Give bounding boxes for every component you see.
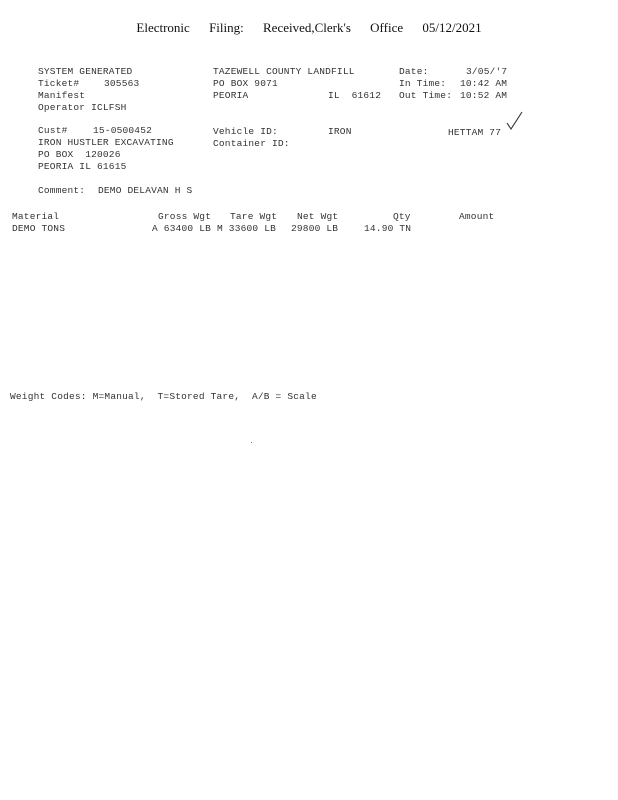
- customer-address: PO BOX 120026: [38, 149, 121, 160]
- cust-label: Cust#: [38, 125, 68, 136]
- col-header-gross: Gross Wgt: [158, 211, 212, 222]
- header-word-filing: Filing:: [209, 20, 244, 35]
- header-word-electronic: Electronic: [136, 20, 190, 35]
- col-header-tare: Tare Wgt: [230, 211, 278, 222]
- row-net: 29800 LB: [291, 223, 339, 234]
- col-header-material: Material: [12, 211, 60, 222]
- scan-speck: [251, 442, 252, 443]
- vehicle-label: Vehicle ID:: [213, 126, 278, 137]
- manifest-label: Manifest: [38, 90, 86, 101]
- header-word-received: Received,Clerk's: [263, 20, 351, 35]
- in-time-value: 10:42 AM: [460, 78, 508, 89]
- ticket-label: Ticket#: [38, 78, 80, 89]
- date-value: 3/05/'7: [466, 66, 508, 77]
- row-gross: A 63400 LB: [152, 223, 212, 234]
- weight-codes-legend: Weight Codes: M=Manual, T=Stored Tare, A/B = Scale: [10, 391, 317, 402]
- col-header-qty: Qty: [393, 211, 411, 222]
- row-tare: M 33600 LB: [217, 223, 277, 234]
- operator-label: Operator ICLFSH: [38, 102, 127, 113]
- in-time-label: In Time:: [399, 78, 447, 89]
- comment-value: DEMO DELAVAN H S: [98, 185, 193, 196]
- header-date: 05/12/2021: [422, 20, 482, 35]
- customer-city: PEORIA IL 61615: [38, 161, 127, 172]
- header-word-office: Office: [370, 20, 404, 35]
- landfill-state-zip: IL 61612: [328, 90, 382, 101]
- out-time-label: Out Time:: [399, 90, 453, 101]
- container-label: Container ID:: [213, 138, 290, 149]
- comment-label: Comment:: [38, 185, 86, 196]
- filing-header: [0, 20, 618, 36]
- checkmark-icon: [506, 110, 524, 132]
- out-time-value: 10:52 AM: [460, 90, 508, 101]
- date-label: Date:: [399, 66, 429, 77]
- row-qty: 14.90 TN: [364, 223, 412, 234]
- landfill-name: TAZEWELL COUNTY LANDFILL: [213, 66, 355, 77]
- row-material: DEMO TONS: [12, 223, 66, 234]
- ticket-number: 305563: [104, 78, 140, 89]
- col-header-net: Net Wgt: [297, 211, 339, 222]
- cust-number: 15-0500452: [93, 125, 153, 136]
- customer-name: IRON HUSTLER EXCAVATING: [38, 137, 174, 148]
- col-header-amount: Amount: [459, 211, 495, 222]
- landfill-city: PEORIA: [213, 90, 249, 101]
- vehicle-value: IRON: [328, 126, 352, 137]
- vehicle-extra-note: HETTAM 77: [448, 127, 502, 138]
- landfill-po-box: PO BOX 9071: [213, 78, 278, 89]
- system-generated: SYSTEM GENERATED: [38, 66, 133, 77]
